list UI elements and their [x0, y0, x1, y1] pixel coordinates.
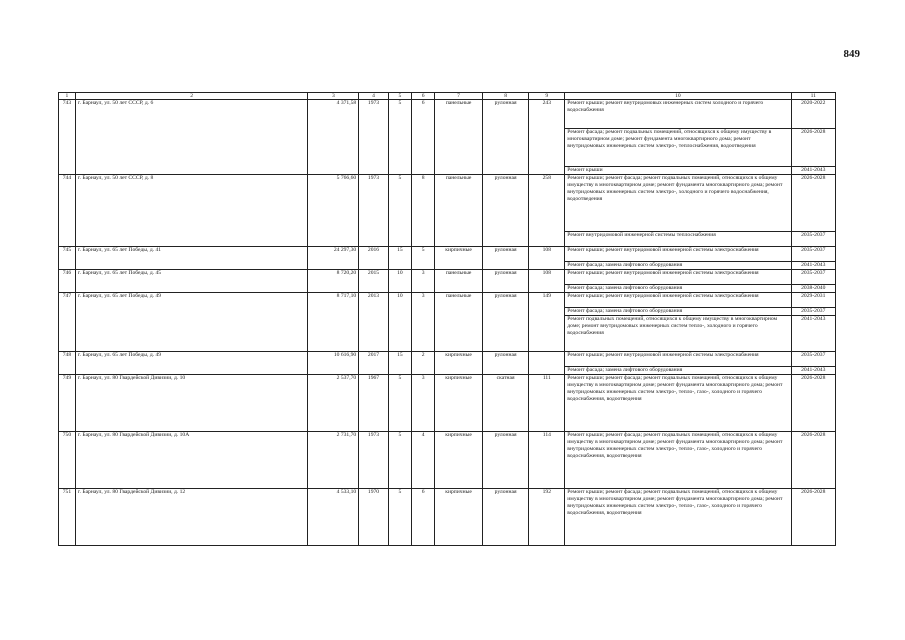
cell-num: 748 [59, 352, 76, 375]
column-number: 5 [388, 93, 411, 100]
cell-period: 2035-2037 [791, 232, 835, 247]
cell-works: Ремонт фасада; замена лифтового оборудования [565, 367, 791, 375]
cell-works: Ремонт фасада; ремонт подвальных помещений, относящихся к общему имуществу в многоквартирном доме; ремонт фундамента многоквартирного дома; ремонт внутридомовых инженерных систем электро-, теплоснабжения, водоотведения [565, 129, 791, 167]
column-number: 7 [435, 93, 483, 100]
cell-roof: рулонная [482, 352, 529, 375]
cell-num: 745 [59, 247, 76, 270]
cell-period: 2026-2028 [791, 129, 835, 167]
cell-works: Ремонт фасада; замена лифтового оборудования [565, 262, 791, 270]
cell-period: 2035-2037 [791, 352, 835, 367]
cell-walls: кирпичные [435, 247, 483, 270]
cell-apartments: 258 [529, 175, 565, 247]
cell-address: г. Барнаул, ул. 65 лет Победы, д. 49 [75, 352, 308, 375]
cell-apartments [529, 352, 565, 375]
cell-period: 2026-2028 [791, 375, 835, 432]
cell-num: 743 [59, 100, 76, 175]
column-number: 9 [529, 93, 565, 100]
cell-works: Ремонт крыши; ремонт внутридомовой инженерной системы электроснабжения [565, 247, 791, 262]
cell-works: Ремонт крыши; ремонт внутридомовых инженерных систем холодного и горячего водоснабжения [565, 100, 791, 129]
cell-roof: рулонная [482, 175, 529, 247]
cell-works: Ремонт крыши; ремонт внутридомовой инженерной системы электроснабжения [565, 352, 791, 367]
cell-period: 2029-2031 [791, 293, 835, 308]
cell-entrances: 2 [412, 352, 435, 375]
cell-walls: кирпичные [435, 375, 483, 432]
cell-entrances: 6 [412, 100, 435, 175]
column-number: 3 [308, 93, 359, 100]
cell-roof: рулонная [482, 489, 529, 546]
cell-period: 2041-2043 [791, 262, 835, 270]
cell-year: 1973 [359, 100, 389, 175]
cell-address: г. Барнаул, ул. 50 лет СССР, д. 6 [75, 100, 308, 175]
cell-entrances: 3 [412, 375, 435, 432]
cell-address: г. Барнаул, ул. 80 Гвардейской Дивизии, д. 12 [75, 489, 308, 546]
cell-entrances: 3 [412, 293, 435, 352]
cell-entrances: 8 [412, 175, 435, 247]
cell-address: г. Барнаул, ул. 65 лет Победы, д. 41 [75, 247, 308, 270]
table-row [59, 352, 836, 367]
cell-period: 2035-2037 [791, 270, 835, 285]
table-row [59, 432, 836, 489]
cell-period: 2026-2028 [791, 175, 835, 232]
cell-walls: кирпичные [435, 489, 483, 546]
cell-works: Ремонт крыши; ремонт фасада; ремонт подвальных помещений, относящихся к общему имуществу в многоквартирном доме; ремонт фундамента многоквартирного дома; ремонт внутридомовых инженерных систем электро-, тепло-, газо-, холодного и горячего водоснабжения, водоотведения [565, 432, 791, 489]
cell-walls: панельные [435, 100, 483, 175]
cell-year: 2017 [359, 352, 389, 375]
cell-floors: 15 [388, 352, 411, 375]
cell-walls: панельные [435, 270, 483, 293]
cell-num: 744 [59, 175, 76, 247]
cell-address: г. Барнаул, ул. 80 Гвардейской Дивизии, д. 10А [75, 432, 308, 489]
cell-walls: панельные [435, 175, 483, 247]
cell-walls: кирпичные [435, 352, 483, 375]
cell-area: 4 533,10 [308, 489, 359, 546]
cell-year: 2013 [359, 293, 389, 352]
table-row [59, 175, 836, 232]
table-row [59, 293, 836, 308]
cell-area: 8 717,10 [308, 293, 359, 352]
cell-apartments: 108 [529, 247, 565, 270]
cell-address: г. Барнаул, ул. 65 лет Победы, д. 49 [75, 293, 308, 352]
cell-address: г. Барнаул, ул. 65 лет Победы, д. 45 [75, 270, 308, 293]
column-number: 1 [59, 93, 76, 100]
cell-area: 2 731,70 [308, 432, 359, 489]
cell-apartments: 149 [529, 293, 565, 352]
cell-entrances: 4 [412, 432, 435, 489]
cell-area: 4 371,58 [308, 100, 359, 175]
table-row [59, 100, 836, 129]
cell-walls: панельные [435, 293, 483, 352]
cell-year: 1970 [359, 489, 389, 546]
cell-floors: 5 [388, 432, 411, 489]
cell-area: 5 766,60 [308, 175, 359, 247]
table-body [59, 93, 836, 546]
cell-period: 2041-2043 [791, 316, 835, 352]
cell-period: 2035-2037 [791, 308, 835, 316]
cell-period: 2020-2022 [791, 100, 835, 129]
cell-entrances: 5 [412, 247, 435, 270]
cell-period: 2026-2028 [791, 489, 835, 546]
cell-roof: скатная [482, 375, 529, 432]
cell-year: 2016 [359, 247, 389, 270]
cell-floors: 5 [388, 375, 411, 432]
cell-year: 2015 [359, 270, 389, 293]
cell-period: 2038-2040 [791, 285, 835, 293]
column-number-row [59, 93, 836, 100]
cell-walls: кирпичные [435, 432, 483, 489]
cell-apartments: 111 [529, 375, 565, 432]
cell-num: 751 [59, 489, 76, 546]
column-number: 4 [359, 93, 389, 100]
cell-apartments: 114 [529, 432, 565, 489]
cell-works: Ремонт внутридомовой инженерной системы теплоснабжения [565, 232, 791, 247]
cell-num: 749 [59, 375, 76, 432]
cell-floors: 5 [388, 489, 411, 546]
cell-works: Ремонт подвальных помещений, относящихся к общему имуществу в многоквартирном доме; ремонт внутридомовых инженерных систем тепло-, холодного и горячего водоснабжения [565, 316, 791, 352]
cell-num: 746 [59, 270, 76, 293]
cell-apartments: 108 [529, 270, 565, 293]
table-row [59, 247, 836, 262]
cell-works: Ремонт крыши [565, 167, 791, 175]
cell-floors: 5 [388, 175, 411, 247]
capital-repair-table [58, 92, 836, 546]
column-number: 2 [75, 93, 308, 100]
cell-address: г. Барнаул, ул. 80 Гвардейской Дивизии, д. 10 [75, 375, 308, 432]
cell-apartments: 192 [529, 489, 565, 546]
cell-floors: 5 [388, 100, 411, 175]
cell-roof: рулонная [482, 100, 529, 175]
cell-area: 2 537,70 [308, 375, 359, 432]
cell-year: 1967 [359, 375, 389, 432]
cell-period: 2041-2043 [791, 167, 835, 175]
cell-period: 2041-2043 [791, 367, 835, 375]
cell-num: 750 [59, 432, 76, 489]
column-number: 8 [482, 93, 529, 100]
table-row [59, 375, 836, 432]
cell-roof: рулонная [482, 270, 529, 293]
cell-works: Ремонт крыши; ремонт внутридомовой инженерной системы электроснабжения [565, 293, 791, 308]
cell-entrances: 6 [412, 489, 435, 546]
cell-year: 1973 [359, 175, 389, 247]
cell-floors: 10 [388, 293, 411, 352]
cell-floors: 10 [388, 270, 411, 293]
cell-roof: рулонная [482, 432, 529, 489]
table-row [59, 270, 836, 285]
cell-area: 10 616,90 [308, 352, 359, 375]
cell-entrances: 3 [412, 270, 435, 293]
cell-works: Ремонт крыши; ремонт внутридомовой инженерной системы электроснабжения [565, 270, 791, 285]
cell-period: 2026-2028 [791, 432, 835, 489]
cell-year: 1973 [359, 432, 389, 489]
cell-num: 747 [59, 293, 76, 352]
table-row [59, 489, 836, 546]
cell-area: 8 720,20 [308, 270, 359, 293]
cell-works: Ремонт крыши; ремонт фасада; ремонт подвальных помещений, относящихся к общему имуществу в многоквартирном доме; ремонт фундамента многоквартирного дома; ремонт внутридомовых инженерных систем электро-, тепло-, газо-, холодного и горячего водоснабжения, водоотведения [565, 489, 791, 546]
page-number: 849 [843, 48, 860, 60]
column-number: 11 [791, 93, 835, 100]
cell-area: 24 297,30 [308, 247, 359, 270]
cell-roof: рулонная [482, 247, 529, 270]
cell-period: 2035-2037 [791, 247, 835, 262]
cell-works: Ремонт крыши; ремонт фасада; ремонт подвальных помещений, относящихся к общему имуществу в многоквартирном доме; ремонт фундамента многоквартирного дома; ремонт внутридомовых инженерных систем электро-, холодного и горячего водоснабжения, водоотведения [565, 175, 791, 232]
cell-works: Ремонт фасада; замена лифтового оборудования [565, 308, 791, 316]
cell-works: Ремонт фасада; замена лифтового оборудования [565, 285, 791, 293]
cell-works: Ремонт крыши; ремонт фасада; ремонт подвальных помещений, относящихся к общему имуществу в многоквартирном доме; ремонт фундамента многоквартирного дома; ремонт внутридомовых инженерных систем электро-, тепло-, газо-, холодного и горячего водоснабжения, водоотведения [565, 375, 791, 432]
cell-roof: рулонная [482, 293, 529, 352]
cell-address: г. Барнаул, ул. 50 лет СССР, д. 8 [75, 175, 308, 247]
column-number: 6 [412, 93, 435, 100]
cell-floors: 15 [388, 247, 411, 270]
column-number: 10 [565, 93, 791, 100]
cell-apartments: 243 [529, 100, 565, 175]
